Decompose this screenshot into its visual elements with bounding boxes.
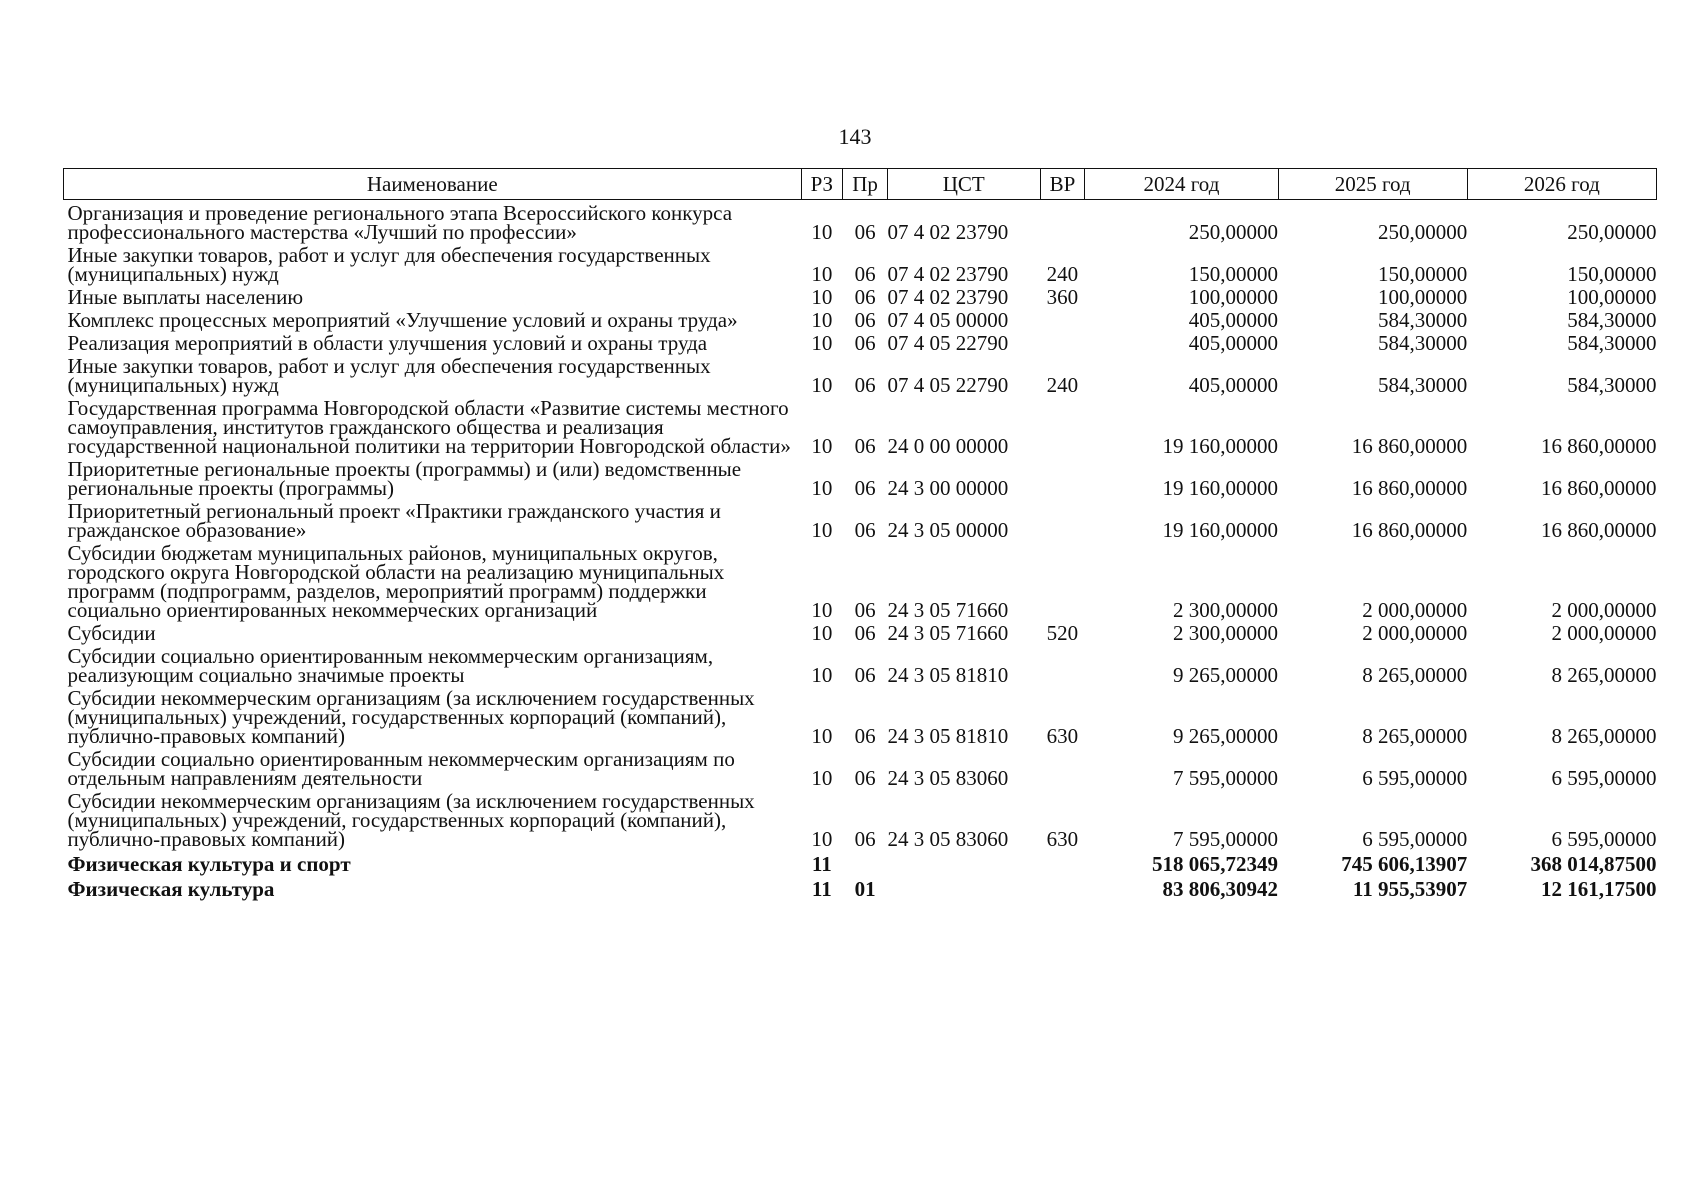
table-row bbox=[64, 849, 1657, 874]
cell-y2026: 12 161,17500 bbox=[1541, 877, 1657, 901]
cell-y2024: 9 265,00000 bbox=[1173, 663, 1279, 687]
cell-y2026: 100,00000 bbox=[1567, 285, 1657, 309]
cell-rz: 10 bbox=[811, 285, 833, 309]
cell-y2025: 584,30000 bbox=[1378, 308, 1468, 332]
cell-y2024: 7 595,00000 bbox=[1173, 766, 1279, 790]
cell-y2026: 6 595,00000 bbox=[1551, 827, 1657, 851]
cell-y2026: 150,00000 bbox=[1567, 262, 1657, 286]
cell-y2024: 150,00000 bbox=[1188, 262, 1279, 286]
cell-cst: 24 3 05 83060 bbox=[887, 766, 1009, 790]
cell-cst: 24 3 00 00000 bbox=[887, 476, 1009, 500]
cell-pr: 06 bbox=[854, 262, 876, 286]
cell-y2025: 8 265,00000 bbox=[1362, 663, 1468, 687]
cell-vr bbox=[1040, 746, 1085, 788]
cell-pr: 06 bbox=[854, 518, 876, 542]
cell-y2025: 6 595,00000 bbox=[1362, 766, 1468, 790]
cell-cst: 07 4 02 23790 bbox=[887, 285, 1009, 309]
table-row bbox=[64, 746, 1657, 788]
cell-vr: 240 bbox=[1046, 262, 1079, 286]
header-name: Наименование bbox=[64, 169, 802, 200]
header-2024: 2024 год bbox=[1085, 169, 1278, 200]
cell-rz: 10 bbox=[811, 724, 833, 748]
cell-cst: 24 0 00 00000 bbox=[887, 434, 1009, 458]
cell-cst bbox=[887, 849, 1040, 874]
cell-pr: 06 bbox=[854, 434, 876, 458]
cell-vr bbox=[1040, 395, 1085, 456]
cell-y2026: 584,30000 bbox=[1567, 308, 1657, 332]
cell-y2024: 100,00000 bbox=[1188, 285, 1279, 309]
cell-name: Реализация мероприятий в области улучшения условий и охраны труда bbox=[67, 331, 708, 355]
cell-y2025: 16 860,00000 bbox=[1351, 434, 1468, 458]
table-row bbox=[64, 620, 1657, 643]
table-row bbox=[64, 284, 1657, 307]
cell-pr: 06 bbox=[854, 766, 876, 790]
cell-y2024: 250,00000 bbox=[1188, 220, 1279, 244]
table-row bbox=[64, 788, 1657, 849]
cell-y2024: 19 160,00000 bbox=[1162, 434, 1279, 458]
table-row bbox=[64, 200, 1657, 243]
cell-rz: 10 bbox=[811, 434, 833, 458]
cell-y2025: 8 265,00000 bbox=[1362, 724, 1468, 748]
cell-pr: 06 bbox=[854, 285, 876, 309]
cell-pr: 06 bbox=[854, 476, 876, 500]
cell-vr bbox=[1040, 456, 1085, 498]
cell-rz: 10 bbox=[811, 262, 833, 286]
cell-y2024: 2 300,00000 bbox=[1173, 598, 1279, 622]
cell-name: Субсидии некоммерческим организациям (за исключением государственных (муниципальных) учреждений, государственных корпораций (компаний), публично-правовых компаний) bbox=[67, 789, 755, 851]
cell-vr bbox=[1040, 643, 1085, 685]
cell-y2025: 250,00000 bbox=[1378, 220, 1468, 244]
cell-rz: 10 bbox=[811, 518, 833, 542]
cell-y2025: 2 000,00000 bbox=[1362, 621, 1468, 645]
cell-vr: 520 bbox=[1046, 621, 1079, 645]
cell-name: Субсидии бюджетам муниципальных районов, муниципальных округов, городского округа Новгородской области на реализацию муниципальных программ (подпрограмм, разделов, мероприятий программ) поддержки социально ориентированных некоммерческих организаций bbox=[67, 541, 725, 622]
cell-pr: 01 bbox=[854, 877, 876, 901]
cell-y2025: 584,30000 bbox=[1378, 331, 1468, 355]
table-row bbox=[64, 242, 1657, 284]
cell-y2026: 16 860,00000 bbox=[1541, 434, 1657, 458]
header-2025: 2025 год bbox=[1278, 169, 1467, 200]
cell-rz: 10 bbox=[811, 476, 833, 500]
table-body bbox=[64, 200, 1657, 900]
cell-vr bbox=[1040, 200, 1085, 243]
table-header-row bbox=[64, 169, 1657, 200]
cell-rz: 10 bbox=[811, 766, 833, 790]
cell-cst: 07 4 05 22790 bbox=[887, 331, 1009, 355]
table-row bbox=[64, 353, 1657, 395]
cell-y2024: 2 300,00000 bbox=[1173, 621, 1279, 645]
cell-pr: 06 bbox=[854, 598, 876, 622]
cell-name: Иные выплаты населению bbox=[67, 285, 304, 309]
cell-y2025: 745 606,13907 bbox=[1341, 852, 1468, 876]
cell-pr: 06 bbox=[854, 220, 876, 244]
cell-rz: 10 bbox=[811, 220, 833, 244]
cell-rz: 10 bbox=[811, 308, 833, 332]
table-row bbox=[64, 540, 1657, 620]
cell-vr: 360 bbox=[1046, 285, 1079, 309]
cell-pr: 06 bbox=[854, 331, 876, 355]
cell-y2024: 19 160,00000 bbox=[1162, 476, 1279, 500]
cell-pr: 06 bbox=[854, 827, 876, 851]
cell-vr bbox=[1040, 874, 1085, 899]
cell-pr: 06 bbox=[854, 724, 876, 748]
header-rz: РЗ bbox=[801, 169, 843, 200]
cell-cst: 24 3 05 81810 bbox=[887, 663, 1009, 687]
cell-pr: 06 bbox=[854, 373, 876, 397]
cell-y2025: 16 860,00000 bbox=[1351, 476, 1468, 500]
cell-name: Субсидии bbox=[67, 621, 156, 645]
cell-name: Субсидии некоммерческим организациям (за исключением государственных (муниципальных) учреждений, государственных корпораций (компаний), публично-правовых компаний) bbox=[67, 686, 755, 748]
cell-y2025: 16 860,00000 bbox=[1351, 518, 1468, 542]
cell-y2024: 405,00000 bbox=[1188, 373, 1279, 397]
cell-cst: 07 4 02 23790 bbox=[887, 220, 1009, 244]
cell-vr: 240 bbox=[1046, 373, 1079, 397]
cell-y2024: 405,00000 bbox=[1188, 331, 1279, 355]
cell-cst: 07 4 02 23790 bbox=[887, 262, 1009, 286]
cell-vr bbox=[1040, 330, 1085, 353]
table-row bbox=[64, 307, 1657, 330]
cell-rz: 11 bbox=[811, 877, 832, 901]
header-cst: ЦСТ bbox=[887, 169, 1040, 200]
cell-vr: 630 bbox=[1046, 724, 1079, 748]
cell-y2025: 150,00000 bbox=[1378, 262, 1468, 286]
cell-rz: 10 bbox=[811, 373, 833, 397]
cell-y2025: 584,30000 bbox=[1378, 373, 1468, 397]
cell-y2026: 368 014,87500 bbox=[1530, 852, 1657, 876]
cell-cst: 07 4 05 22790 bbox=[887, 373, 1009, 397]
header-pr: Пр bbox=[843, 169, 888, 200]
cell-name: Приоритетный региональный проект «Практики гражданского участия и гражданское образование» bbox=[67, 499, 721, 542]
cell-y2025: 6 595,00000 bbox=[1362, 827, 1468, 851]
cell-name: Комплекс процессных мероприятий «Улучшение условий и охраны труда» bbox=[67, 308, 738, 332]
cell-cst: 24 3 05 71660 bbox=[887, 598, 1009, 622]
table-row bbox=[64, 330, 1657, 353]
cell-y2026: 6 595,00000 bbox=[1551, 766, 1657, 790]
cell-y2026: 16 860,00000 bbox=[1541, 476, 1657, 500]
cell-y2026: 250,00000 bbox=[1567, 220, 1657, 244]
cell-vr bbox=[1040, 849, 1085, 874]
cell-name: Организация и проведение регионального этапа Всероссийского конкурса профессионального мастерства «Лучший по профессии» bbox=[67, 201, 733, 244]
cell-name: Государственная программа Новгородской области «Развитие системы местного самоуправления, институтов гражданского общества и реализация государственной национальной политики на территории Новгородской области» bbox=[67, 396, 791, 458]
cell-y2024: 518 065,72349 bbox=[1152, 852, 1279, 876]
budget-table bbox=[63, 168, 1657, 899]
cell-y2025: 100,00000 bbox=[1378, 285, 1468, 309]
cell-name: Приоритетные региональные проекты (программы) и (или) ведомственные региональные проекты (программы) bbox=[67, 457, 742, 500]
cell-y2024: 83 806,30942 bbox=[1162, 877, 1279, 901]
cell-vr: 630 bbox=[1046, 827, 1079, 851]
table-row bbox=[64, 395, 1657, 456]
cell-cst: 07 4 05 00000 bbox=[887, 308, 1009, 332]
cell-name: Иные закупки товаров, работ и услуг для обеспечения государственных (муниципальных) нужд bbox=[67, 354, 711, 397]
cell-rz: 10 bbox=[811, 621, 833, 645]
cell-pr: 06 bbox=[854, 663, 876, 687]
cell-pr: 06 bbox=[854, 621, 876, 645]
cell-cst: 24 3 05 71660 bbox=[887, 621, 1009, 645]
cell-y2026: 584,30000 bbox=[1567, 331, 1657, 355]
header-vr: ВР bbox=[1040, 169, 1085, 200]
cell-y2024: 405,00000 bbox=[1188, 308, 1279, 332]
cell-y2025: 2 000,00000 bbox=[1362, 598, 1468, 622]
cell-rz: 11 bbox=[811, 852, 832, 876]
table-row bbox=[64, 874, 1657, 899]
cell-rz: 10 bbox=[811, 827, 833, 851]
cell-cst: 24 3 05 83060 bbox=[887, 827, 1009, 851]
cell-y2026: 584,30000 bbox=[1567, 373, 1657, 397]
cell-rz: 10 bbox=[811, 331, 833, 355]
table-row bbox=[64, 643, 1657, 685]
page-number: 143 bbox=[838, 124, 872, 149]
cell-vr bbox=[1040, 307, 1085, 330]
cell-y2026: 2 000,00000 bbox=[1551, 621, 1657, 645]
table-row bbox=[64, 685, 1657, 746]
cell-cst bbox=[887, 874, 1040, 899]
cell-rz: 10 bbox=[811, 598, 833, 622]
cell-y2025: 11 955,53907 bbox=[1352, 877, 1468, 901]
cell-y2026: 8 265,00000 bbox=[1551, 663, 1657, 687]
cell-name: Физическая культура и спорт bbox=[67, 852, 351, 876]
cell-name: Субсидии социально ориентированным некоммерческим организациям, реализующим социально значимые проекты bbox=[67, 644, 714, 687]
cell-pr: 06 bbox=[854, 308, 876, 332]
cell-y2026: 16 860,00000 bbox=[1541, 518, 1657, 542]
cell-vr bbox=[1040, 498, 1085, 540]
cell-name: Иные закупки товаров, работ и услуг для обеспечения государственных (муниципальных) нужд bbox=[67, 243, 711, 286]
cell-y2024: 7 595,00000 bbox=[1173, 827, 1279, 851]
table-row bbox=[64, 498, 1657, 540]
table-row bbox=[64, 456, 1657, 498]
cell-rz: 10 bbox=[811, 663, 833, 687]
cell-y2026: 8 265,00000 bbox=[1551, 724, 1657, 748]
cell-y2024: 19 160,00000 bbox=[1162, 518, 1279, 542]
cell-cst: 24 3 05 81810 bbox=[887, 724, 1009, 748]
header-2026: 2026 год bbox=[1467, 169, 1656, 200]
cell-y2026: 2 000,00000 bbox=[1551, 598, 1657, 622]
cell-cst: 24 3 05 00000 bbox=[887, 518, 1009, 542]
cell-name: Субсидии социально ориентированным некоммерческим организациям по отдельным направлениям деятельности bbox=[67, 747, 735, 790]
cell-name: Физическая культура bbox=[67, 877, 275, 901]
cell-pr bbox=[843, 849, 888, 874]
cell-y2024: 9 265,00000 bbox=[1173, 724, 1279, 748]
cell-vr bbox=[1040, 540, 1085, 620]
